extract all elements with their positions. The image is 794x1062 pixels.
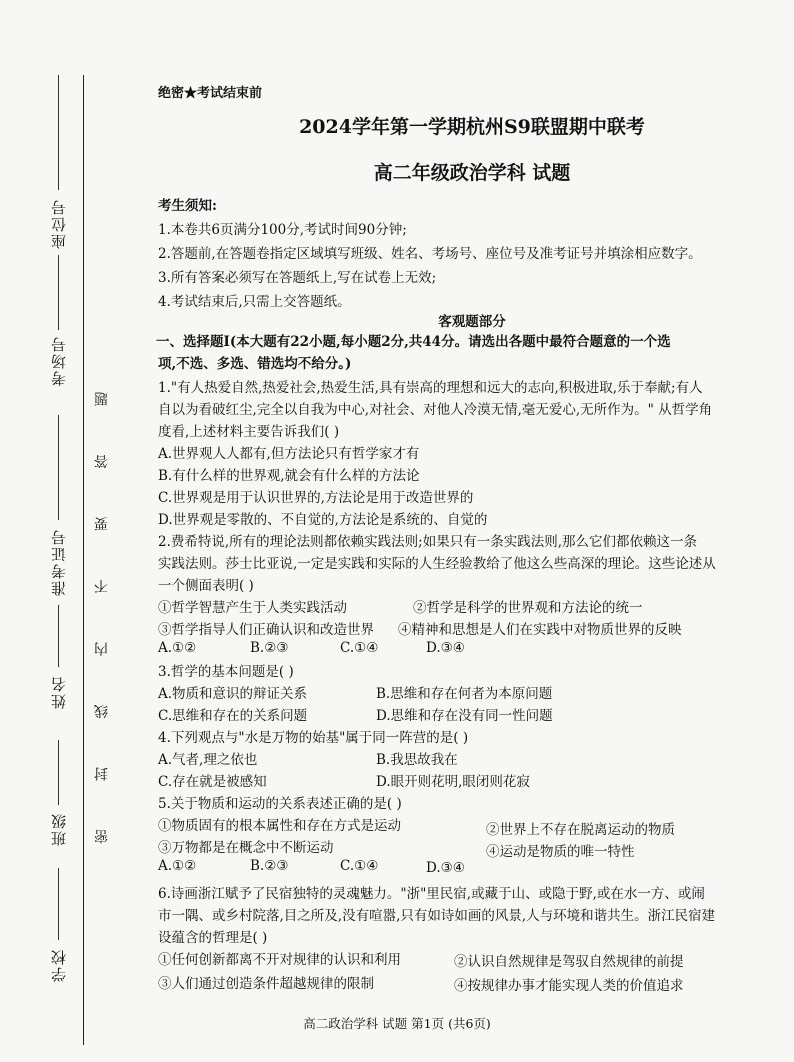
option-c: C.世界观是用于认识世界的,方法论是用于改造世界的 <box>158 490 474 506</box>
question-stem: 3.哲学的基本问题是( ) <box>158 664 294 680</box>
school-label: 学校 <box>50 948 68 982</box>
option-b: B.思维和存在何者为本原问题 <box>376 686 553 702</box>
class-blank <box>58 740 59 805</box>
seal-line <box>83 75 84 1045</box>
question-stem: 一个侧面表明( ) <box>158 578 254 594</box>
school-blank <box>58 868 59 940</box>
option-a: A.物质和意识的辩证关系 <box>158 686 308 702</box>
option-c: C.存在就是被感知 <box>158 774 267 790</box>
notice-item: 2.答题前,在答题卷指定区域填写班级、姓名、考场号、座位号及准考证号并填涂相应数字。 <box>158 246 702 262</box>
statement: ①物质固有的根本属性和存在方式是运动 <box>158 818 401 834</box>
statement: ③哲学指导人们正确认识和改造世界 <box>158 622 374 638</box>
name-label: 姓名 <box>50 675 68 709</box>
option-d: D.眼开则花明,眼闭则花寂 <box>376 774 530 790</box>
room-blank <box>58 255 59 330</box>
question-stem: 市一隅、或乡村院落,目之所及,没有喧嚣,只有如诗如画的风景,人与环境和谐共生。浙江民宿建 <box>158 908 716 924</box>
statement: ④按规律办事才能实现人类的价值追求 <box>454 978 684 994</box>
option-d: D.世界观是零散的、不自觉的,方法论是系统的、自觉的 <box>158 512 488 528</box>
class-label: 班级 <box>50 812 68 846</box>
statement: ②哲学是科学的世界观和方法论的统一 <box>413 600 643 616</box>
question-stem: 6.诗画浙江赋予了民宿独特的灵魂魅力。"浙"里民宿,或藏于山、或隐于野,或在水一方、或闹 <box>158 886 705 902</box>
notice-item: 1.本卷共6页满分100分,考试时间90分钟; <box>158 222 407 238</box>
statement: ④运动是物质的唯一特性 <box>486 844 635 860</box>
statement: ④精神和思想是人们在实践中对物质世界的反映 <box>398 622 682 638</box>
question-stem: 设蕴含的哲理是( ) <box>158 930 268 946</box>
statement: ①哲学智慧产生于人类实践活动 <box>158 600 347 616</box>
section-instruction: 一、选择题Ⅰ(本大题有22小题,每小题2分,共44分。请选出各题中最符合题意的一个选 <box>156 334 671 350</box>
option-d: D.③④ <box>426 860 465 876</box>
option-b: B.②③ <box>250 640 289 656</box>
seat-blank <box>58 75 59 190</box>
option-b: B.②③ <box>250 858 289 874</box>
statement: ②认识自然规律是驾驭自然规律的前提 <box>454 954 684 970</box>
question-stem: 度看,上述材料主要告诉我们( ) <box>158 424 340 440</box>
seal-margin <box>0 0 130 1062</box>
seat-label: 座位号 <box>50 198 68 249</box>
room-label: 考场号 <box>50 335 68 386</box>
statement: ③万物都是在概念中不断运动 <box>158 840 334 856</box>
question-stem: 2.费希特说,所有的理论法则都依赖实践法则;如果只有一条实践法则,那么它们都依赖这一条 <box>158 534 698 550</box>
option-c: C.①④ <box>340 640 379 656</box>
exam-subtitle: 高二年级政治学科 试题 <box>373 162 571 184</box>
option-b: B.有什么样的世界观,就会有什么样的方法论 <box>158 468 420 484</box>
question-stem: 4.下列观点与"水是万物的始基"属于同一阵营的是( ) <box>158 730 469 746</box>
question-stem: 5.关于物质和运动的关系表述正确的是( ) <box>158 796 402 812</box>
section-instruction: 项,不选、多选、错选均不给分。) <box>158 356 352 372</box>
question-stem: 自以为看破红尘,完全以自我为中心,对社会、对他人冷漠无情,毫无爱心,无所作为。" 从哲学角 <box>158 402 713 418</box>
notice-item: 4.考试结束后,只需上交答题纸。 <box>158 294 351 310</box>
option-c: C.①④ <box>340 858 379 874</box>
option-a: A.世界观人人都有,但方法论只有哲学家才有 <box>158 446 420 462</box>
section-title: 客观题部分 <box>438 314 506 330</box>
option-a: A.①② <box>158 640 197 656</box>
option-a: A.气者,理之依也 <box>158 752 258 768</box>
notice-heading: 考生须知: <box>158 198 217 214</box>
seal-warning: 密 封 线 内 不 要 答 题 <box>94 370 110 844</box>
question-stem: 实践法则。莎士比亚说,一定是实践和实际的人生经验教给了他这么些高深的理论。这些论述从 <box>158 556 716 572</box>
ticket-label: 准考证号 <box>50 528 68 596</box>
option-b: B.我思故我在 <box>376 752 458 768</box>
question-stem: 1."有人热爱自然,热爱社会,热爱生活,具有崇高的理想和远大的志向,积极进取,乐于奉献;有人 <box>158 380 703 396</box>
option-d: D.③④ <box>426 640 465 656</box>
notice-item: 3.所有答案必须写在答题纸上,写在试卷上无效; <box>158 270 437 286</box>
option-d: D.思维和存在没有同一性问题 <box>376 708 553 724</box>
option-c: C.思维和存在的关系问题 <box>158 708 308 724</box>
secret-mark: 绝密★考试结束前 <box>158 86 263 101</box>
name-blank <box>58 605 59 667</box>
page-footer: 高二政治学科 试题 第1页 (共6页) <box>303 1016 491 1031</box>
exam-title: 2024学年第一学期杭州S9联盟期中联考 <box>299 116 645 138</box>
option-a: A.①② <box>158 858 197 874</box>
statement: ③人们通过创造条件超越规律的限制 <box>158 976 374 992</box>
statement: ①任何创新都离不开对规律的认识和利用 <box>158 952 401 968</box>
statement: ②世界上不存在脱离运动的物质 <box>486 822 675 838</box>
ticket-blank <box>58 415 59 520</box>
